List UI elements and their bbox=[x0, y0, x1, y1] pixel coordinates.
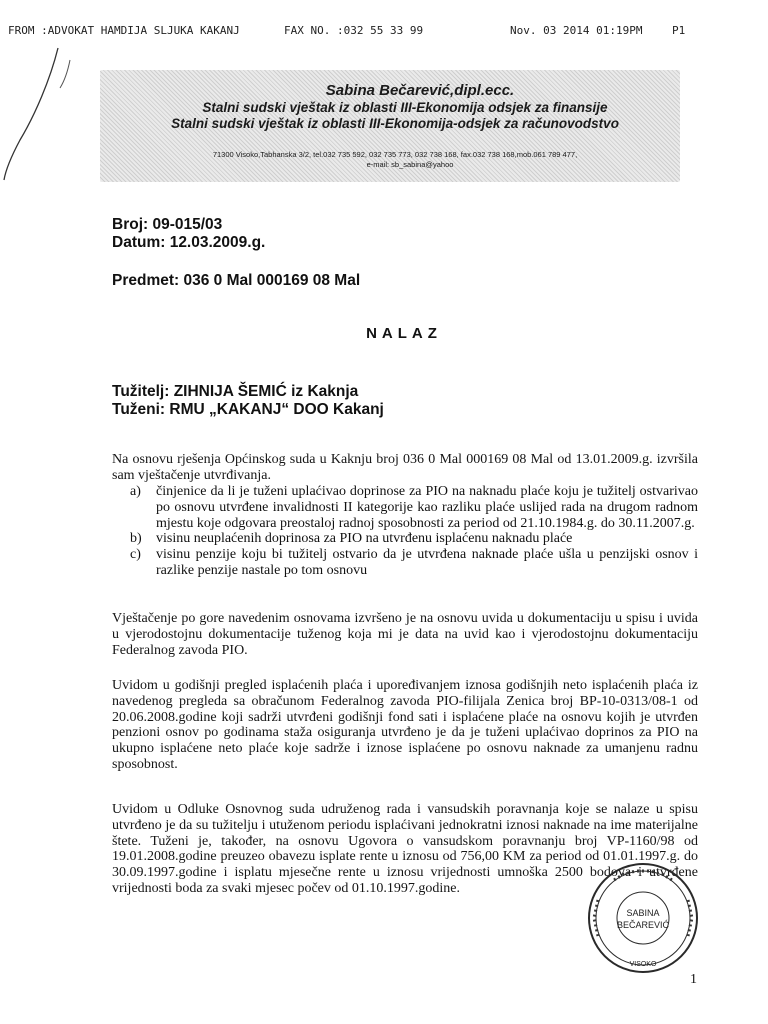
paragraph-basis: Vještačenje po gore navedenim osnovama izvršeno je na osnovu uvida u dokumentaciju u spisu i uvida u vjerodostojnu dokumentacije tuženog koja mi je data na uvid kao i vjerodostojnu dokumentaciju Federalnog zavoda PIO. bbox=[112, 611, 698, 658]
letterhead-email: e-mail: sb_sabina@yahoo bbox=[366, 160, 454, 169]
letterhead-name: Sabina Bečarević,dipl.ecc. bbox=[325, 82, 515, 99]
letterhead-title-2: Stalni sudski vještak iz oblasti III-Ekonomija-odsjek za računovodstvo bbox=[171, 116, 619, 131]
list-item-text: visinu neuplaćenih doprinosa za PIO na utvrđenu isplaćenu naknadu plaće bbox=[156, 531, 573, 547]
plaintiff: Tužitelj: ZIHNIJA ŠEMIĆ iz Kaknja bbox=[112, 383, 359, 400]
list-item bbox=[130, 547, 698, 579]
document-number: Broj: 09-015/03 bbox=[112, 216, 223, 233]
points-list bbox=[130, 484, 698, 579]
stamp-name-first: SABINA bbox=[626, 908, 660, 918]
letterhead-address: 71300 Visoko,Tabhanska 3/2, tel.032 735 592, 032 735 773, 032 738 168, fax.032 738 168,mob.061 789 477, bbox=[212, 150, 578, 159]
intro-paragraph: Na osnovu rješenja Općinskog suda u Kaknju broj 036 0 Mal 000169 08 Mal od 13.01.2009.g. izvršila sam vještačenje utvrđivanja. bbox=[112, 452, 698, 483]
letterhead bbox=[100, 70, 680, 182]
official-stamp bbox=[584, 860, 702, 976]
paragraph-settlements: Uvidom u Odluke Osnovnog suda udruženog rada i vansudskih poravnanja koje se nalaze u spisu utvrđeno je da su tužitelju i utuženom periodu isplaćivani jednokratni iznosi naknade na ime materijalne štete. Tuženi je, također, na osnovu Ugovora o vansudskom poravnanju broj VP-1160/98 od 19.01.2008.godine preuzeo obavezu isplate rente u iznosu od 756,00 KM za period od 01.01.1997.g. do 30.09.1997.godine i isplatu mjesečne rente u iznosu vrijednosti umnoška 2500 bodova i utvrđene vrijednosti boda za svaki mjesec počev od 01.10.1997.godine. bbox=[112, 802, 698, 896]
document-title: NALAZ bbox=[366, 325, 442, 342]
page-number: 1 bbox=[690, 972, 697, 987]
document-date: Datum: 12.03.2009.g. bbox=[112, 234, 266, 251]
pen-stroke-mark bbox=[0, 40, 90, 190]
fax-number: FAX NO. :032 55 33 99 bbox=[284, 24, 424, 37]
list-item bbox=[130, 531, 698, 547]
list-item bbox=[130, 484, 698, 531]
paragraph-salary-review: Uvidom u godišnji pregled isplaćenih plaća i upoređivanjem iznosa godišnjih neto isplaćenih plaća iz navedenog pregleda sa obračunom Federalnog zavoda PIO-filijala Zenica broj BP-10-0313/08-1 od 20.06.2008.godine koji sadrži utvrđeni godišnji fond sati i isplaćene plaće na osnovu kojih je utvrđen penzioni osnov po godinama staža osiguranja utvrđeno je da je tuženi uplaćivao doprinos za PIO na ukupno isplaćene neto plaće koje sadrže i iznose isplaćene po osnovu naknade za umanjenu radnu sposobnost. bbox=[112, 678, 698, 772]
list-item-text: činjenice da li je tuženi uplaćivao doprinose za PIO na naknadu plaće koju je tužitelj ostvarivao po osnovu utvrđene invalidnosti II kategorije kao razliku plaće uslijed rada na drugom radnom mjestu koje odgovara preostaloj radnoj sposobnosti za period od 21.10.1984.g. do 30.11.2007.g. bbox=[156, 484, 698, 531]
list-marker: c) bbox=[130, 547, 141, 563]
list-marker: a) bbox=[130, 484, 141, 499]
letterhead-title-1: Stalni sudski vještak iz oblasti III-Ekonomija odsjek za finansije bbox=[202, 100, 608, 115]
fax-header bbox=[8, 24, 760, 40]
fax-date-time: Nov. 03 2014 01:19PM bbox=[510, 24, 643, 37]
list-marker: b) bbox=[130, 531, 142, 547]
fax-from: FROM :ADVOKAT HAMDIJA SLJUKA KAKANJ bbox=[8, 24, 240, 37]
stamp-ring-city: VISOKO bbox=[629, 961, 657, 968]
fax-page: P1 bbox=[672, 24, 686, 37]
list-item-text: visinu penzije koju bi tužitelj ostvario da je utvrđena naknade plaće ušla u penzijski osnov i razlike penzije nastale po tom osnovu bbox=[156, 547, 698, 578]
defendant: Tuženi: RMU „KAKANJ“ DOO Kakanj bbox=[112, 401, 384, 418]
stamp-name-last: BEČAREVIĆ bbox=[616, 920, 670, 930]
case-subject: Predmet: 036 0 Mal 000169 08 Mal bbox=[112, 272, 361, 289]
